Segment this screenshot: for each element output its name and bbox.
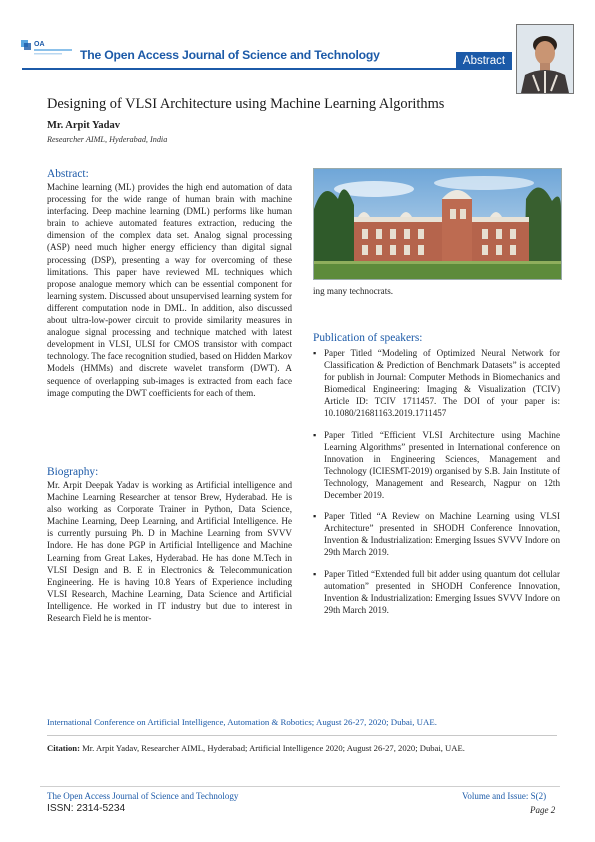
bullet-icon: ▪ — [313, 511, 317, 522]
journal-title: The Open Access Journal of Science and Technology — [80, 48, 380, 62]
section-tab-abstract: Abstract — [456, 52, 512, 70]
publication-text: Paper Titled “A Review on Machine Learning using VLSI Architecture” presented in SHODH Conference Innovation, Invention & Industrialization: Emerging Issues SVVV Indore on 29th March 2019. — [324, 511, 560, 558]
footer-page-number: Page 2 — [530, 805, 556, 815]
author-name: Mr. Arpit Yadav — [47, 120, 121, 131]
footer-issn: ISSN: 2314-5234 — [47, 803, 126, 814]
publication-item — [313, 429, 560, 502]
biography-text: Mr. Arpit Deepak Yadav is working as Artificial intelligence and Machine Learning Researcher at tensor Brew, Hyderabad. He is also working as Corporate Trainer in Python, Data Science, Machine Learning, Deep Learning, and Artificial Intelligence. He is currently pursuing Ph. D in Machine Learning from SVVV Indore. He has done PGP in Artificial Intelligence and Machine Learning from Great Lakes, Hyderabad. He has done M.Tech in VLSI Design and B. E in Electronics & Telecommunication Engineering. He is having 10.8 Years of Experience including VLSI Research, Machine Learning, Data Science and Artificial Intelligence. He worked in IT industry but due to interest in Research Field he is mentor- — [47, 480, 292, 624]
abstract-text: Machine learning (ML) provides the high end automation of data processing for the wide range of human brain with machine interfacing. Deep machine learning (DML) performs like human brain to achieve automated features extraction, reducing the dimension of the complex data set. Analog signal processing (ASP) need much higher energy efficiency than digital signal processing (DSP), presenting a way for overcoming of these limitations. This paper have reviewed ML techniques which propose analogue memory which can be essential component for learning system. Discussed about unsupervised learning system for different computation node in DML. In addition, also discussed about ultra-low-power circuit to provide similarity measures in analogue signal processing and technique matched with latest development in VLSI, ULSI for CMOS transistor with compact technology. The face recognition studied, based on Hidden Markov Models (HMMs) and discrete wavelet transform (DWT). A sequence of overlapping sub-images is extracted from each face image computing the DWT coefficients for each of them. — [47, 182, 292, 398]
citation-divider — [47, 735, 557, 736]
footer-journal-name: The Open Access Journal of Science and Technology — [47, 791, 239, 801]
paper-title: Designing of VLSI Architecture using Machine Learning Algorithms — [47, 96, 445, 112]
biography-continued: ing many technocrats. — [313, 286, 394, 296]
bullet-icon: ▪ — [313, 429, 317, 440]
author-affiliation: Researcher AIML, Hyderabad, India — [47, 135, 168, 144]
publications-heading: Publication of speakers: — [313, 332, 423, 344]
publication-item — [313, 568, 560, 616]
citation — [47, 743, 465, 753]
citation-label: Citation: — [47, 743, 80, 753]
header-divider — [22, 68, 512, 70]
publications-list — [313, 347, 560, 625]
footer-volume-issue: Volume and Issue: S(2) — [462, 791, 547, 801]
svg-text:OA: OA — [34, 41, 45, 48]
footer-divider — [40, 786, 560, 787]
publication-item — [313, 347, 560, 420]
speaker-photo — [516, 24, 574, 94]
publication-text: Paper Titled “Efficient VLSI Architecture using Machine Learning Algorithms” presented in International conference on Innovation in Engineering Sciences, Management and Technology (ICIESMT-2019) organised by S.B. Jain Institute of Technology, Management and Research, Nagpur on 12th December 2019. — [324, 429, 560, 501]
bullet-icon: ▪ — [313, 348, 317, 358]
publication-text: Paper Titled “Modeling of Optimized Neural Network for Classification & Prediction of Benchmark Datasets” is accepted for publish in Journal: Computer Methods in Biomechanics and Biomedical Engineering: Imaging & Visualization (TCIV) Article ID: TCIV 1711457. The DOI of your paper is: 10.1080/21681163.2019.1711457 — [324, 348, 560, 419]
biography-heading: Biography: — [47, 466, 99, 478]
publication-text: Paper Titled “Extended full bit adder using quantum dot cellular automation” presented in SHODH Conference Innovation, Invention & Industrialization: Emerging Issues SVVV Indore on 29th March 2019. — [324, 568, 560, 615]
citation-text: Mr. Arpit Yadav, Researcher AIML, Hyderabad; Artificial Intelligence 2020; August 26-27, 2020; Dubai, UAE. — [82, 743, 465, 753]
bullet-icon: ▪ — [313, 568, 317, 579]
conference-line: International Conference on Artificial Intelligence, Automation & Robotics; August 26-27, 2020; Dubai, UAE. — [47, 717, 437, 727]
abstract-heading: Abstract: — [47, 168, 89, 180]
publication-item — [313, 510, 560, 558]
journal-logo — [20, 34, 80, 60]
campus-building-photo — [313, 168, 562, 280]
